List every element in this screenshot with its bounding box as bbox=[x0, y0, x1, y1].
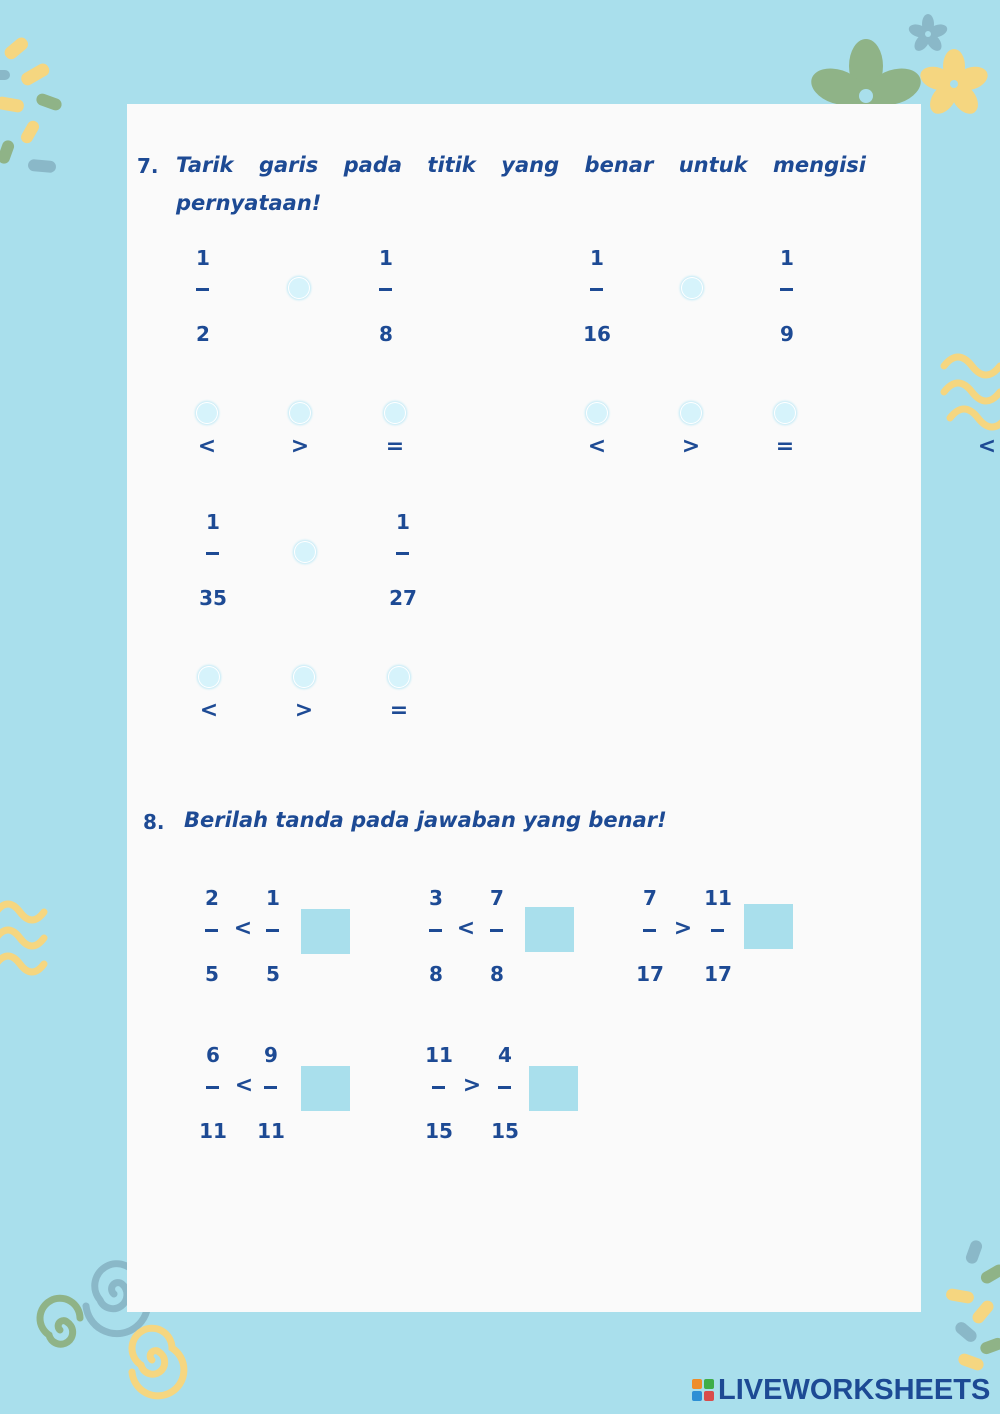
q7-problem-1-less-than-symbol: < bbox=[197, 434, 217, 459]
q7-problem-3-equals-dot[interactable] bbox=[388, 666, 410, 688]
q7-problem-1-left-numerator: 1 bbox=[196, 246, 210, 270]
q7-problem-1-equals-dot[interactable] bbox=[384, 402, 406, 424]
liveworksheets-wordmark: LIVEWORKSHEETS bbox=[718, 1373, 991, 1406]
q7-problem-1-right-numerator: 1 bbox=[379, 246, 393, 270]
q7-problem-2-greater-than-dot[interactable] bbox=[680, 402, 702, 424]
q8-item-5-answer-box[interactable] bbox=[529, 1066, 578, 1111]
q7-problem-3-target-dot[interactable] bbox=[294, 541, 316, 563]
q8-item-2-a-denominator: 8 bbox=[429, 962, 443, 986]
q8-item-2-b-denominator: 8 bbox=[490, 962, 504, 986]
q7-problem-1-greater-than-dot[interactable] bbox=[289, 402, 311, 424]
wave-right-decoration bbox=[944, 357, 1000, 427]
q8-item-2-a-numerator: 3 bbox=[429, 886, 443, 910]
q7-problem-2-equals-dot[interactable] bbox=[774, 402, 796, 424]
q8-item-5-a-denominator: 15 bbox=[425, 1119, 453, 1143]
q7-problem-2-left-numerator: 1 bbox=[590, 246, 604, 270]
q7-problem-2-right-denominator: 9 bbox=[780, 322, 794, 346]
q8-item-4-b-denominator: 11 bbox=[257, 1119, 285, 1143]
q8-item-1-a-numerator: 2 bbox=[205, 886, 219, 910]
edge-less-than-symbol: < bbox=[977, 434, 997, 459]
question-8-instruction: Berilah tanda pada jawaban yang benar! bbox=[184, 808, 667, 832]
q8-item-5-operator: > bbox=[462, 1073, 482, 1098]
q7-problem-1-right-denominator: 8 bbox=[379, 322, 393, 346]
q8-item-5-b-fraction-bar bbox=[498, 1086, 511, 1089]
q8-item-4-a-fraction-bar bbox=[206, 1086, 219, 1089]
q8-item-4-a-numerator: 6 bbox=[206, 1043, 220, 1067]
q8-item-4-b-numerator: 9 bbox=[264, 1043, 278, 1067]
q8-item-5-b-denominator: 15 bbox=[491, 1119, 519, 1143]
confetti-bottom-right-decoration bbox=[945, 1239, 1000, 1372]
q7-problem-2-less-than-symbol: < bbox=[587, 434, 607, 459]
q8-item-4-answer-box[interactable] bbox=[301, 1066, 350, 1111]
q7-problem-3-left-denominator: 35 bbox=[199, 586, 227, 610]
q7-problem-2-equals-symbol: = bbox=[775, 434, 795, 459]
q7-problem-2-right-fraction-bar bbox=[780, 288, 793, 291]
q8-item-2-answer-box[interactable] bbox=[525, 907, 574, 952]
q7-problem-3-right-fraction-bar bbox=[396, 552, 409, 555]
q7-problem-2-left-denominator: 16 bbox=[583, 322, 611, 346]
q8-item-2-b-fraction-bar bbox=[490, 929, 503, 932]
q8-item-2-b-numerator: 7 bbox=[490, 886, 504, 910]
q7-problem-3-right-denominator: 27 bbox=[389, 586, 417, 610]
q8-item-3-answer-box[interactable] bbox=[744, 904, 793, 949]
confetti-top-left-decoration bbox=[0, 35, 63, 173]
q7-problem-2-target-dot[interactable] bbox=[681, 277, 703, 299]
q7-problem-2-greater-than-symbol: > bbox=[681, 434, 701, 459]
question-7-number: 7. bbox=[137, 154, 159, 178]
q8-item-1-a-denominator: 5 bbox=[205, 962, 219, 986]
liveworksheets-logo bbox=[692, 1374, 990, 1406]
q8-item-3-b-fraction-bar bbox=[711, 929, 724, 932]
q7-problem-3-greater-than-dot[interactable] bbox=[293, 666, 315, 688]
q7-problem-2-left-fraction-bar bbox=[590, 288, 603, 291]
q8-item-2-operator: < bbox=[456, 916, 476, 941]
q7-problem-3-equals-symbol: = bbox=[389, 698, 409, 723]
q7-problem-3-right-numerator: 1 bbox=[396, 510, 410, 534]
q8-item-1-operator: < bbox=[233, 916, 253, 941]
q7-problem-2-less-than-dot[interactable] bbox=[586, 402, 608, 424]
question-8-number: 8. bbox=[143, 810, 165, 834]
q8-item-5-a-numerator: 11 bbox=[425, 1043, 453, 1067]
q7-problem-3-left-fraction-bar bbox=[206, 552, 219, 555]
q7-problem-1-right-fraction-bar bbox=[379, 288, 392, 291]
q8-item-1-b-fraction-bar bbox=[266, 929, 279, 932]
q8-item-3-b-numerator: 11 bbox=[704, 886, 732, 910]
q8-item-1-a-fraction-bar bbox=[205, 929, 218, 932]
q8-item-3-a-numerator: 7 bbox=[643, 886, 657, 910]
q7-problem-1-left-fraction-bar bbox=[196, 288, 209, 291]
q8-item-1-b-numerator: 1 bbox=[266, 886, 280, 910]
q8-item-5-a-fraction-bar bbox=[432, 1086, 445, 1089]
q8-item-3-a-denominator: 17 bbox=[636, 962, 664, 986]
q7-problem-1-less-than-dot[interactable] bbox=[196, 402, 218, 424]
question-7-instruction: Tarik garis pada titik yang benar untuk mengisi pernyataan! bbox=[176, 153, 866, 215]
q8-item-3-b-denominator: 17 bbox=[704, 962, 732, 986]
q8-item-3-a-fraction-bar bbox=[643, 929, 656, 932]
q7-problem-3-less-than-dot[interactable] bbox=[198, 666, 220, 688]
q7-problem-1-greater-than-symbol: > bbox=[290, 434, 310, 459]
wave-left-decoration bbox=[0, 904, 44, 972]
q8-item-3-operator: > bbox=[673, 916, 693, 941]
q7-problem-1-equals-symbol: = bbox=[385, 434, 405, 459]
q7-problem-3-greater-than-symbol: > bbox=[294, 698, 314, 723]
q8-item-4-a-denominator: 11 bbox=[199, 1119, 227, 1143]
q8-item-5-b-numerator: 4 bbox=[498, 1043, 512, 1067]
q8-item-1-answer-box[interactable] bbox=[301, 909, 350, 954]
q7-problem-1-left-denominator: 2 bbox=[196, 322, 210, 346]
q7-problem-3-left-numerator: 1 bbox=[206, 510, 220, 534]
q7-problem-3-less-than-symbol: < bbox=[199, 698, 219, 723]
q8-item-4-b-fraction-bar bbox=[264, 1086, 277, 1089]
q7-problem-1-target-dot[interactable] bbox=[288, 277, 310, 299]
q7-problem-2-right-numerator: 1 bbox=[780, 246, 794, 270]
q8-item-4-operator: < bbox=[234, 1073, 254, 1098]
q8-item-2-a-fraction-bar bbox=[429, 929, 442, 932]
liveworksheets-mark-icon bbox=[692, 1379, 714, 1401]
q8-item-1-b-denominator: 5 bbox=[266, 962, 280, 986]
